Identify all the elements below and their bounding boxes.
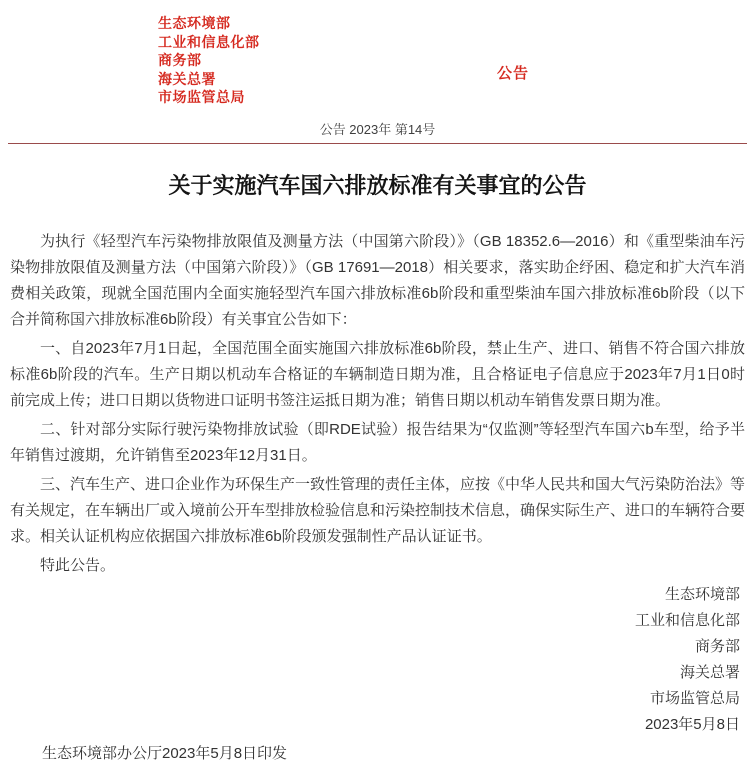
- announcement-page: [0, 14, 755, 764]
- page-title: 关于实施汽车国六排放标准有关事宜的公告: [168, 172, 587, 198]
- signature-block: [0, 582, 740, 738]
- ministry-name-2: 工业和信息化部: [158, 33, 260, 50]
- signer-2: 工业和信息化部: [634, 611, 740, 629]
- signer-1: 生态环境部: [664, 585, 740, 603]
- ministry-name-1: 生态环境部: [158, 15, 231, 31]
- signer-4: 海关总署: [679, 663, 740, 681]
- announcement-body: [10, 229, 745, 579]
- paragraph-item-3: 三、汽车生产、进口企业作为环保生产一致性管理的责任主体，应按《中华人民共和国大气污染防治法》等有关规定，在车辆出厂或入境前公开车型排放检验信息和污染控制技术信息，确保实际生产、进口的车辆符合要求。相关认证机构应依据国六排放标准6b阶段颁发强制性产品认证证书。: [10, 475, 746, 545]
- paragraph-item-1: 一、自2023年7月1日起，全国范围全面实施国六排放标准6b阶段，禁止生产、进口、销售不符合国六排放标准6b阶段的汽车。生产日期以机动车合格证的车辆制造日期为准，且合格证电子信息应于2023年7月1日0时前完成上传；进口日期以货物进口证明书签注运抵日期为准；销售日期以机动车销售发票日期为准。: [10, 339, 745, 409]
- print-note: 生态环境部办公厅2023年5月8日印发: [42, 744, 288, 762]
- paragraph-item-2: 二、针对部分实际行驶污染物排放试验（即RDE试验）报告结果为“仅监测”等轻型汽车国六b车型，给予半年销售过渡期，允许销售至2023年12月31日。: [10, 420, 745, 464]
- ministry-name-5: 市场监管总局: [158, 89, 245, 105]
- document-header: [0, 14, 755, 107]
- signer-5: 市场监管总局: [649, 689, 740, 707]
- announcement-label: 公告: [497, 65, 530, 82]
- ministry-name-3: 商务部: [158, 52, 202, 68]
- paragraph-intro: 为执行《轻型汽车污染物排放限值及测量方法（中国第六阶段）》（GB 18352.6—2016）和《重型柴油车污染物排放限值及测量方法（中国第六阶段）》（GB 17691—2018）相关要求，落实助企纾困、稳定和扩大汽车消费相关政策，现就全国范围内全面实施轻型汽车国六排放标准6b阶段和重型柴油车国六排放标准6b阶段（以下合并简称国六排放标准6b阶段）有关事宜公告如下：: [10, 232, 745, 328]
- doc-number: 公告 2023年 第14号: [319, 121, 436, 137]
- ministry-name-4: 海关总署: [158, 70, 216, 87]
- header-divider: [8, 143, 747, 144]
- signature-date: 2023年5月8日: [644, 715, 740, 733]
- signer-3: 商务部: [694, 637, 740, 655]
- paragraph-closing: 特此公告。: [40, 556, 116, 574]
- issuing-ministries-list: [158, 14, 755, 107]
